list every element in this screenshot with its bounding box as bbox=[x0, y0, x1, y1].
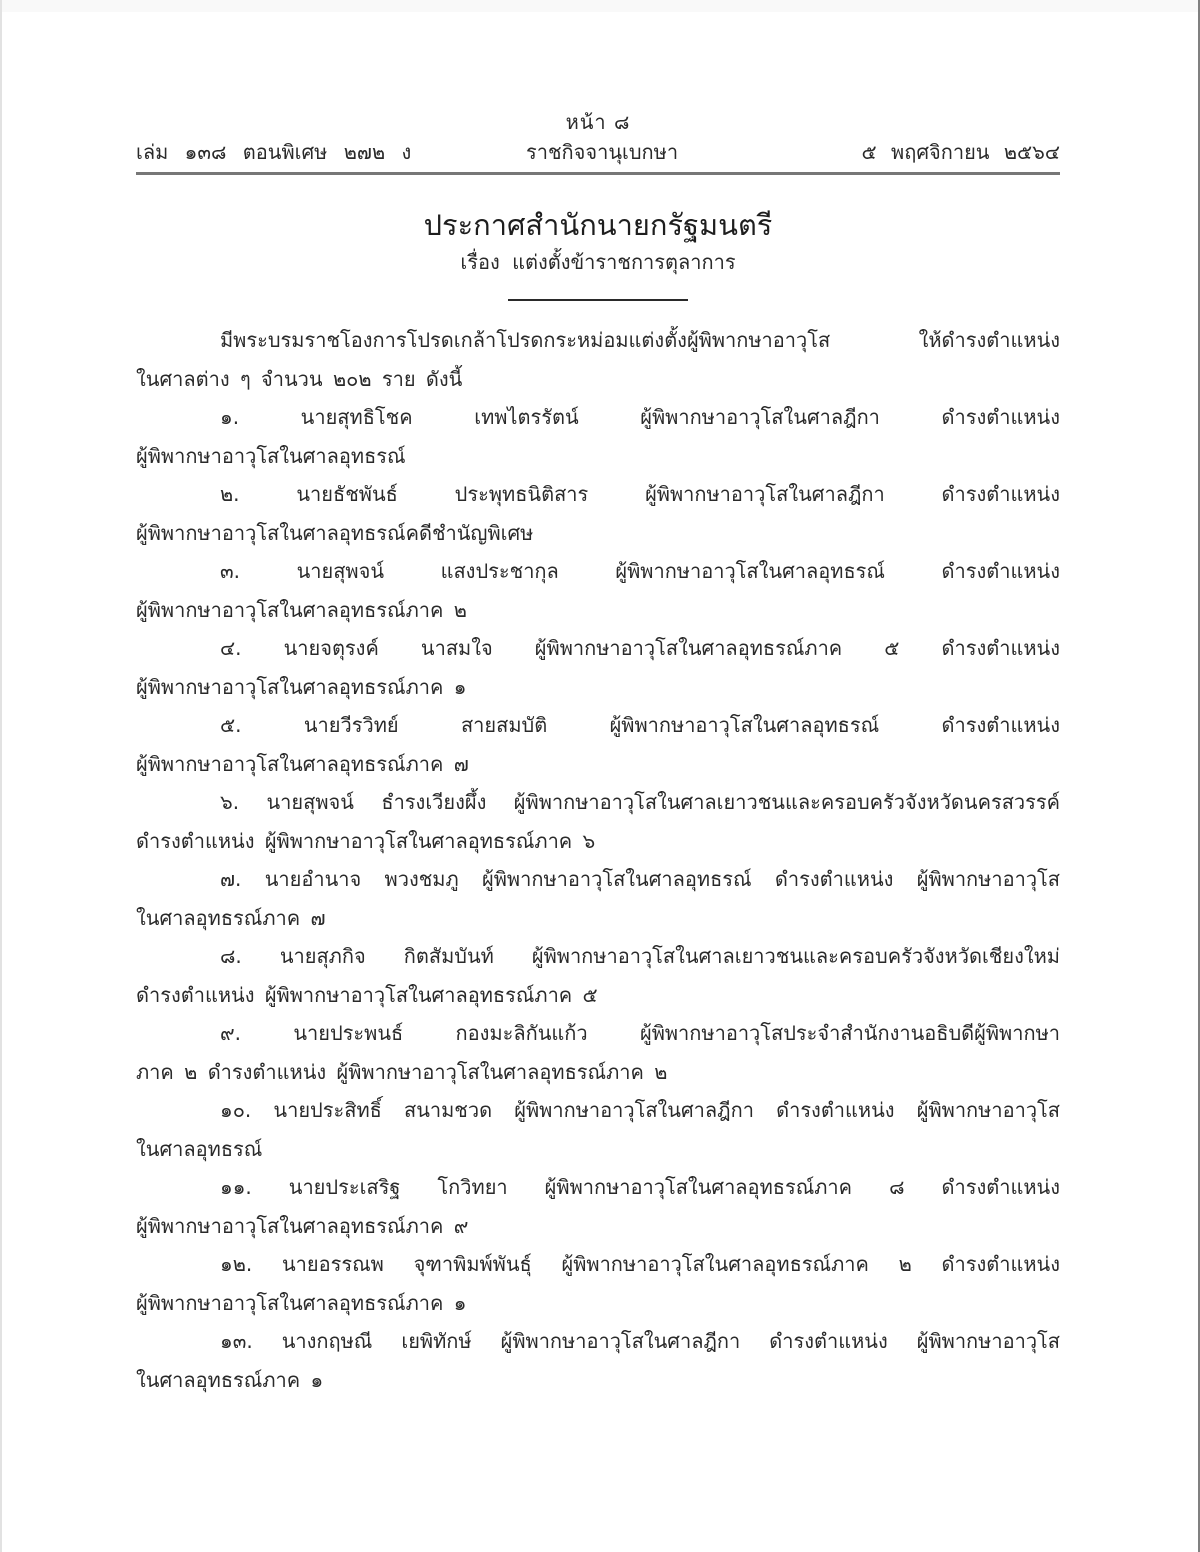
list-item-line: ๖. นายสุพจน์ ธำรงเวียงผึ้ง ผู้พิพากษาอาวุโสในศาลเยาวชนและครอบครัวจังหวัดนครสวรรค์ bbox=[220, 790, 1060, 814]
list-item-line: ในศาลอุทธรณ์ภาค ๗ bbox=[136, 905, 326, 930]
list-item-line: ๑๐. นายประสิทธิ์ สนามชวด ผู้พิพากษาอาวุโสในศาลฎีกา ดำรงตำแหน่ง ผู้พิพากษาอาวุโส bbox=[220, 1098, 1060, 1122]
announcement-title: ประกาศสำนักนายกรัฐมนตรี bbox=[423, 208, 773, 242]
list-item bbox=[136, 1322, 1060, 1399]
publication-date: ๕ พฤศจิกายน ๒๕๖๔ bbox=[861, 140, 1060, 164]
gazette-name: ราชกิจจานุเบกษา bbox=[526, 140, 679, 164]
list-item-line: ในศาลอุทธรณ์ภาค ๑ bbox=[136, 1367, 324, 1392]
list-item-line: ๑๑. นายประเสริฐ โกวิทยา ผู้พิพากษาอาวุโสในศาลอุทธรณ์ภาค ๘ ดำรงตำแหน่ง bbox=[220, 1175, 1060, 1199]
list-item-line: ๑. นายสุทธิโชค เทพไตรรัตน์ ผู้พิพากษาอาวุโสในศาลฎีกา ดำรงตำแหน่ง bbox=[220, 405, 1060, 429]
list-item-line: ผู้พิพากษาอาวุโสในศาลอุทธรณ์คดีชำนัญพิเศษ bbox=[136, 520, 534, 545]
paragraph-line: ในศาลต่าง ๆ จำนวน ๒๐๒ ราย ดังนี้ bbox=[136, 366, 463, 391]
list-item-line: ผู้พิพากษาอาวุโสในศาลอุทธรณ์ bbox=[136, 443, 406, 468]
gazette-page bbox=[136, 108, 1060, 1399]
list-item-line: ๘. นายสุภกิจ กิตสัมบันท์ ผู้พิพากษาอาวุโสในศาลเยาวชนและครอบครัวจังหวัดเชียงใหม่ bbox=[220, 944, 1060, 968]
list-item-line: ๙. นายประพนธ์ กองมะลิกันแก้ว ผู้พิพากษาอาวุโสประจำสำนักงานอธิบดีผู้พิพากษา bbox=[220, 1021, 1060, 1045]
list-item bbox=[136, 552, 1060, 629]
list-item bbox=[136, 398, 1060, 475]
list-item-line: ผู้พิพากษาอาวุโสในศาลอุทธรณ์ภาค ๑ bbox=[136, 674, 467, 699]
list-item-line: ๓. นายสุพจน์ แสงประชากุล ผู้พิพากษาอาวุโสในศาลอุทธรณ์ ดำรงตำแหน่ง bbox=[220, 559, 1060, 583]
list-item-line: ดำรงตำแหน่ง ผู้พิพากษาอาวุโสในศาลอุทธรณ์ภาค ๖ bbox=[136, 828, 596, 853]
list-item-line: ๒. นายธัชพันธ์ ประพุทธนิติสาร ผู้พิพากษาอาวุโสในศาลฎีกา ดำรงตำแหน่ง bbox=[220, 482, 1060, 506]
page-number: หน้า ๘ bbox=[565, 110, 631, 134]
list-item-line: ผู้พิพากษาอาวุโสในศาลอุทธรณ์ภาค ๒ bbox=[136, 597, 467, 622]
list-item bbox=[136, 1014, 1060, 1091]
list-item-line: ๕. นายวีรวิทย์ สายสมบัติ ผู้พิพากษาอาวุโสในศาลอุทธรณ์ ดำรงตำแหน่ง bbox=[220, 713, 1060, 737]
list-item-line: ผู้พิพากษาอาวุโสในศาลอุทธรณ์ภาค ๗ bbox=[136, 751, 469, 776]
title-divider bbox=[508, 299, 688, 301]
viewer-left-border bbox=[0, 0, 2, 1552]
announcement-body bbox=[136, 321, 1060, 1399]
list-item bbox=[136, 1245, 1060, 1322]
list-item-line: ผู้พิพากษาอาวุโสในศาลอุทธรณ์ภาค ๙ bbox=[136, 1213, 469, 1238]
page-top-shade bbox=[0, 0, 1200, 12]
list-item-line: ๑๓. นางกฤษณี เยพิทักษ์ ผู้พิพากษาอาวุโสในศาลฎีกา ดำรงตำแหน่ง ผู้พิพากษาอาวุโส bbox=[220, 1329, 1060, 1353]
intro-paragraph bbox=[136, 321, 1060, 398]
list-item bbox=[136, 783, 1060, 860]
list-item bbox=[136, 475, 1060, 552]
list-item bbox=[136, 1091, 1060, 1168]
list-item-line: ภาค ๒ ดำรงตำแหน่ง ผู้พิพากษาอาวุโสในศาลอุทธรณ์ภาค ๒ bbox=[136, 1059, 668, 1084]
gazette-header bbox=[136, 136, 1060, 168]
volume-issue: เล่ม ๑๓๘ ตอนพิเศษ ๒๗๒ ง bbox=[136, 140, 412, 164]
announcement-subject: เรื่อง แต่งตั้งข้าราชการตุลาการ bbox=[460, 250, 736, 274]
list-item bbox=[136, 937, 1060, 1014]
paragraph-line: มีพระบรมราชโองการโปรดเกล้าโปรดกระหม่อมแต่งตั้งผู้พิพากษาอาวุโส ให้ดำรงตำแหน่ง bbox=[220, 328, 1060, 352]
list-item-line: ในศาลอุทธรณ์ bbox=[136, 1136, 263, 1161]
list-item-line: ๔. นายจตุรงค์ นาสมใจ ผู้พิพากษาอาวุโสในศาลอุทธรณ์ภาค ๕ ดำรงตำแหน่ง bbox=[220, 636, 1060, 660]
list-item bbox=[136, 860, 1060, 937]
list-item-line: ผู้พิพากษาอาวุโสในศาลอุทธรณ์ภาค ๑ bbox=[136, 1290, 467, 1315]
header-divider bbox=[136, 172, 1060, 175]
list-item bbox=[136, 629, 1060, 706]
list-item bbox=[136, 706, 1060, 783]
list-item-line: ดำรงตำแหน่ง ผู้พิพากษาอาวุโสในศาลอุทธรณ์ภาค ๕ bbox=[136, 982, 598, 1007]
list-item bbox=[136, 1168, 1060, 1245]
list-item-line: ๑๒. นายอรรณพ จุฑาพิมพ์พันธุ์ ผู้พิพากษาอาวุโสในศาลอุทธรณ์ภาค ๒ ดำรงตำแหน่ง bbox=[220, 1252, 1060, 1276]
list-item-line: ๗. นายอำนาจ พวงชมภู ผู้พิพากษาอาวุโสในศาลอุทธรณ์ ดำรงตำแหน่ง ผู้พิพากษาอาวุโส bbox=[220, 867, 1060, 891]
